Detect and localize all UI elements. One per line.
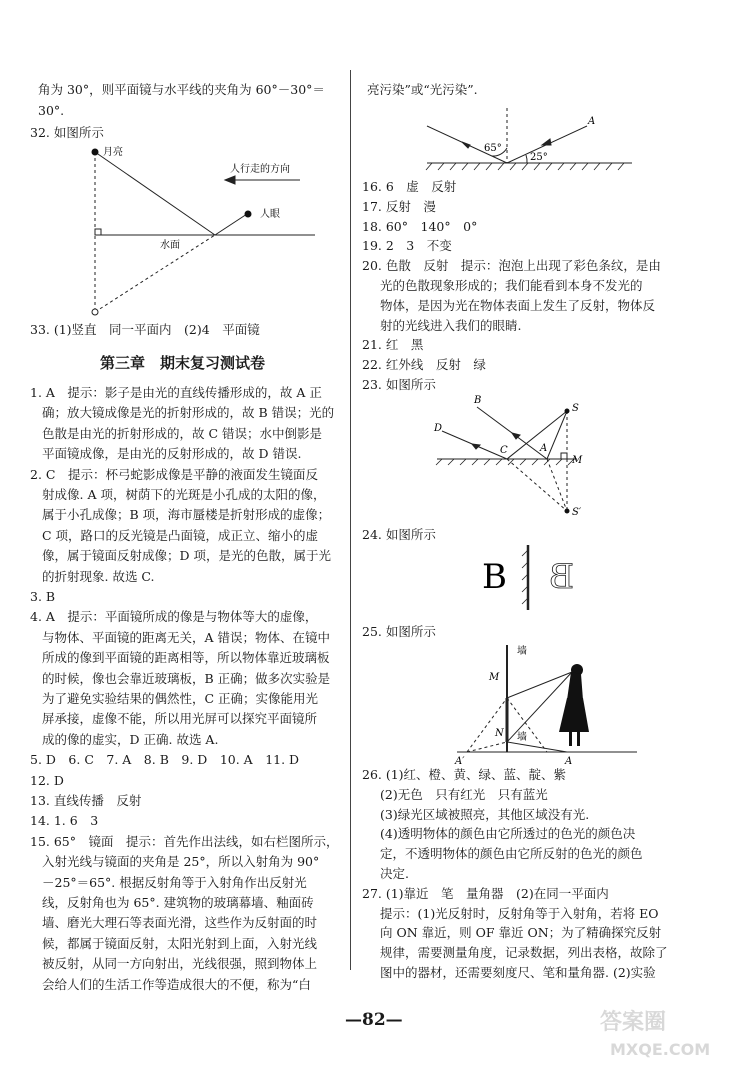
answer-line: (2)无色 只有红光 只有蓝光: [380, 786, 548, 802]
answer-line: 向 ON 靠近，则 OF 靠近 ON；为了精确探究反射: [380, 925, 662, 941]
text-line: 角为 30°，则平面镜与水平线的夹角为 60°－30°＝: [38, 82, 325, 97]
figure-24-letter-mirror: [472, 540, 592, 610]
moon-image-dot: [92, 309, 98, 315]
answer-line: 决定.: [380, 866, 409, 881]
angle-25-label: 25°: [530, 152, 548, 163]
watermark-url: MXQE.COM: [610, 1040, 711, 1059]
moon-ray: [95, 152, 215, 235]
label-M: M: [489, 672, 500, 683]
page-number: —82—: [345, 1010, 403, 1030]
answer-line: 为了避免实验结果的偶然性，C 正确；实像能用光: [42, 691, 319, 706]
question-32: 32. 如图所示: [30, 125, 104, 140]
wall-label-top: 墙: [517, 646, 527, 657]
label-C: C: [500, 445, 508, 456]
answer-line: 提示：(1)光反射时，反射角等于入射角，若将 EO: [380, 905, 659, 921]
eye-label: 人眼: [260, 209, 280, 220]
chapter-title: 第三章 期末复习测试卷: [100, 354, 266, 372]
label-B: B: [474, 395, 482, 406]
answer-line: 会给人们的生活工作等造成很大的不便，称为“白: [42, 976, 311, 992]
answer-line: 确；放大镜成像是光的折射形成的，故 B 错误；光的: [42, 405, 335, 421]
answer-line: C 项，路口的反光镜是凸面镜，成正立、缩小的虚: [42, 527, 319, 543]
answer-line: 定，不透明物体的颜色由它所反射的色光的颜色: [380, 846, 643, 862]
answer-line: 19. 2 3 不变: [362, 238, 452, 254]
label-S-prime: S′: [572, 507, 582, 518]
answer-line: 15. 65° 镜面 提示：首先作出法线，如右栏图所示，: [30, 833, 339, 849]
answer-line: 色散是由光的折射形成的，故 C 错误；水中倒影是: [42, 425, 323, 441]
label-S: S: [572, 403, 579, 414]
answer-line: 图中的器材，还需要刻度尺、笔和量角器. (2)实验: [380, 965, 656, 980]
label-A: A: [565, 756, 573, 767]
label-M: M: [572, 455, 583, 466]
answer-line: 20. 色散 反射 提示：泡泡上出现了彩色条纹，是由: [362, 258, 661, 274]
answer-line: 射成像. A 项，树荫下的光斑是小孔成的太阳的像，: [42, 487, 326, 502]
answer-line: 13. 直线传播 反射: [30, 793, 142, 808]
moon-dot: [92, 149, 99, 156]
answer-line: 3. B: [30, 589, 56, 604]
label-A-prime: A′: [455, 756, 465, 767]
angle-65-label: 65°: [484, 143, 502, 154]
girl-figure: [559, 664, 589, 746]
answer-line: 1. A 提示：影子是由光的直线传播形成的，故 A 正: [30, 385, 322, 400]
answer-line: 规律，需要测量角度，记录数据，列出表格，故除了: [380, 945, 668, 961]
answer-line: (4)透明物体的颜色由它所透过的色光的颜色决: [380, 826, 636, 842]
answer-line: 成的像的虚实，D 正确. 故选 A.: [42, 731, 219, 747]
text-line: 亮污染”或“光污染”.: [367, 82, 478, 97]
answer-line: 22. 红外线 反射 绿: [362, 357, 486, 373]
figure-25-wall-mirror: [447, 640, 647, 765]
answer-line: 属于小孔成像；B 项，海市蜃楼是折射形成的虚像；: [42, 507, 331, 523]
question-24: 24. 如图所示: [362, 527, 436, 542]
answer-line: 4. A 提示：平面镜所成的像是与物体等大的虚像，: [30, 609, 318, 625]
answer-line: (3)绿光区域被照亮，其他区域没有光.: [380, 806, 590, 822]
right-angle-mark: [95, 229, 101, 235]
answer-line: 18. 60° 140° 0°: [362, 218, 478, 234]
water-label: 水面: [160, 240, 180, 251]
answer-line: 27. (1)靠近 笔 量角器 (2)在同一平面内: [362, 885, 609, 901]
mirrored-letter-B: B: [549, 557, 574, 597]
answer-line: 像，属于镜面反射成像；D 项，是光的色散，属于光: [42, 548, 331, 564]
answer-line: 物体，是因为光在物体表面上发生了反射，物体反: [380, 297, 656, 313]
answer-line: 26. (1)红、橙、黄、绿、蓝、靛、紫: [362, 767, 567, 782]
answer-line: 平面镜成像，是由光的反射形成的，故 D 错误.: [42, 446, 302, 462]
answer-line: 17. 反射 漫: [362, 198, 436, 214]
answer-line: 入射光线与镜面的夹角是 25°，所以入射角为 90°: [42, 854, 320, 870]
watermark-logo: 答案圈: [600, 1010, 667, 1035]
reflected-ray: [215, 214, 247, 235]
answer-line: 候，都属于镜面反射，太阳光射到上面，入射光线: [42, 935, 318, 951]
figure-23-mirror-image: [432, 393, 652, 523]
answer-line: 光的色散现象形成的；我们能看到本身不发光的: [380, 278, 643, 293]
answer-line: 的时候，像也会靠近玻璃板，B 正确；做多次实验是: [42, 670, 331, 686]
text-line: 30°.: [38, 103, 65, 118]
figure-15-reflection: [422, 108, 672, 178]
letter-B: B: [482, 557, 507, 597]
column-divider: [350, 70, 351, 970]
moon-label: 月亮: [103, 147, 123, 158]
eye-dot: [245, 211, 252, 218]
answer-line: 屏承接，虚像不能，所以用光屏可以探究平面镜所: [42, 711, 318, 727]
wall-label-bottom: 墙: [517, 732, 527, 743]
answer-line: 墙、磨光大理石等表面光滑，这些作为反射面的时: [42, 915, 318, 931]
answer-line: 与物体、平面镜的距离无关，A 错误；物体、在镜中: [42, 629, 331, 645]
question-33: 33. (1)竖直 同一平面内 (2)4 平面镜: [30, 322, 260, 337]
answer-line: 16. 6 虚 反射: [362, 179, 457, 194]
walk-direction-label: 人行走的方向: [230, 164, 290, 175]
image-dashed: [95, 235, 215, 312]
answer-line: 5. D 6. C 7. A 8. B 9. D 10. A 11. D: [30, 752, 300, 768]
answer-line: 的折射现象. 故选 C.: [42, 568, 155, 584]
answer-line: 被反射，从同一方向射出，光线很强，照到物体上: [42, 956, 318, 972]
question-25: 25. 如图所示: [362, 624, 436, 639]
label-A: A: [540, 443, 548, 454]
answer-line: －25°＝65°. 根据反射角等于入射角作出反射光: [42, 874, 307, 890]
answer-line: 14. 1. 6 3: [30, 813, 99, 829]
label-N: N: [495, 728, 504, 739]
label-A: A: [588, 116, 596, 127]
answer-line: 所成的像到平面镜的距离相等，所以物体靠近玻璃板: [42, 650, 330, 666]
answer-line: 12. D: [30, 772, 64, 788]
answer-line: 2. C 提示：杯弓蛇影成像是平静的液面发生镜面反: [30, 466, 318, 482]
answer-line: 23. 如图所示: [362, 377, 436, 392]
label-D: D: [434, 423, 443, 434]
answer-line: 线，反射角也为 65°. 建筑物的玻璃幕墙、釉面砖: [42, 895, 314, 910]
answer-line: 21. 红 黑: [362, 337, 424, 353]
figure-32-moon-diagram: [85, 140, 345, 320]
answer-line: 射的光线进入我们的眼睛.: [380, 317, 522, 333]
